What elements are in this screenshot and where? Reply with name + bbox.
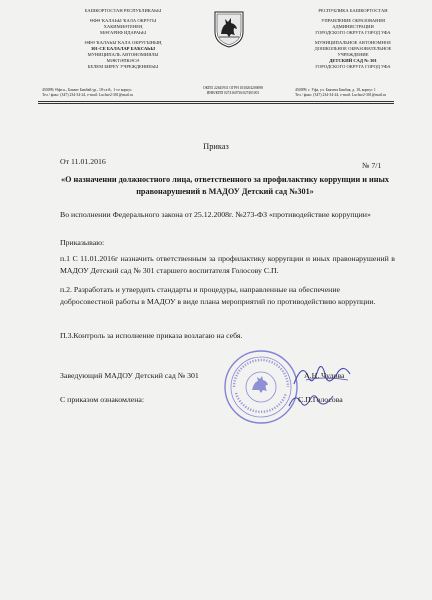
letterhead-divider [38,101,394,102]
letterhead-right-line: ГОРОДСКОГО ОКРУГА ГОРОД УФА [315,30,391,35]
acknowledgement-name: С.П.Голосова [298,395,343,404]
registration-codes [178,86,288,96]
head-name: А.Н. Чудова [304,371,345,380]
document-title: Приказ [203,142,229,151]
letterhead-left-line: 301-СЕ БАЛАЛАР БАҠСАҺЫ [90,46,156,51]
letterhead-left-address [42,88,133,98]
legal-basis: Во исполнении Федерального закона от 25.12.2008г. №273-ФЗ «противодействие коррупции» [60,210,371,219]
letterhead-right-line: МУНИЦИПАЛЬНОЕ АВТОНОМНОЕ [314,40,392,45]
letterhead-left-line: МӘҒАРИФ ИДАРАҺЫ [99,30,147,35]
letterhead-right-line: УЧРЕЖДЕНИЕ [337,52,369,57]
letterhead-right-line: ДЕТСКИЙ САД № 301 [329,58,377,63]
address-line: 450099, Өфө к., Баязит Бикбай ур., 18-се й., 1-се корпус [42,88,132,92]
codes-line: ОКПО 22645931 ОГРН 1030204200698 [203,86,263,90]
letterhead-left [38,8,208,70]
codes-line: ИНН/КПП 0274160736/027401001 [206,91,260,95]
letterhead-right [268,8,432,70]
order-word: Приказываю: [60,238,105,247]
letterhead-left-line: МУНИЦИПАЛЬ АВТОНОМИЯЛЫ [87,52,159,57]
letterhead-right-line: ГОРОДСКОГО ОКРУГА ГОРОД УФА [315,64,391,69]
letterhead-left-line: БЕЛЕМ БИРЕҮ УЧРЕЖДЕНИЕҺЫ [87,64,159,69]
city-emblem-icon [213,10,245,48]
order-item-2: п.2. Разработать и утвердить стандарты и процедуры, направленные на обеспечение добросовестной работы в МАДОУ в виде плана мероприятий по противодействию коррупции. [60,285,376,306]
document-date: От 11.01.2016 [60,157,106,166]
contact-line: Тел / факс: (347) 234-34-24, e-mail: Luchse2-301@mail.ru [295,93,387,97]
contact-line: Тел / факс: (347) 234-34-24, e-mail: Luchse2-301@mail.ru [42,93,134,97]
acknowledgement-label: С приказом ознакомлена: [60,395,145,404]
head-position: Заведующий МАДОУ Детский сад № 301 [60,371,199,380]
letterhead-right-line: РЕСПУБЛИКА БАШКОРТОСТАН [318,8,388,13]
address-line: 450099, г. Уфа, ул. Баязита Бикбая, д. 18, корпус 1 [295,88,376,92]
letterhead-left-line: ӨФӨ ҠАЛАҺЫ ҠАЛА ОКРУГЫНЫҢ [84,40,162,45]
letterhead-left-line: МӘКТӘПКӘСӘ [106,58,140,63]
letterhead-left-line: ХАКИМИӘТЕНЕҢ [103,24,143,29]
letterhead-divider [38,103,394,104]
document-number: № 7/1 [362,161,382,170]
letterhead-right-address [295,88,386,98]
order-item-3: П.3.Контроль за исполнение приказа возлагаю на себя. [60,331,243,340]
letterhead-right-line: УПРАВЛЕНИЕ ОБРАЗОВАНИЯ [321,18,385,23]
letterhead-right-line: АДМИНИСТРАЦИИ [332,24,374,29]
order-item-1: п.1 С 11.01.2016г назначить ответственным за профилактику коррупции и иных правонарушений в МАДОУ Детский сад № 301 старшего воспитателя Голосову С.П. [60,254,395,275]
letterhead-right-line: ДОШКОЛЬНОЕ ОБРАЗОВАТЕЛЬНОЕ [314,46,392,51]
letterhead-left-line: ӨФӨ ҠАЛАҺЫ ҠАЛА ОКРУГЫ [89,18,157,23]
letterhead-left-line: БАШКОРТОСТАН РЕСПУБЛИКАҺЫ [84,8,162,13]
document-subject: «О назначении должностного лица, ответственного за профилактику коррупции и иных правонарушений в МАДОУ Детский сад №301» [61,175,389,196]
